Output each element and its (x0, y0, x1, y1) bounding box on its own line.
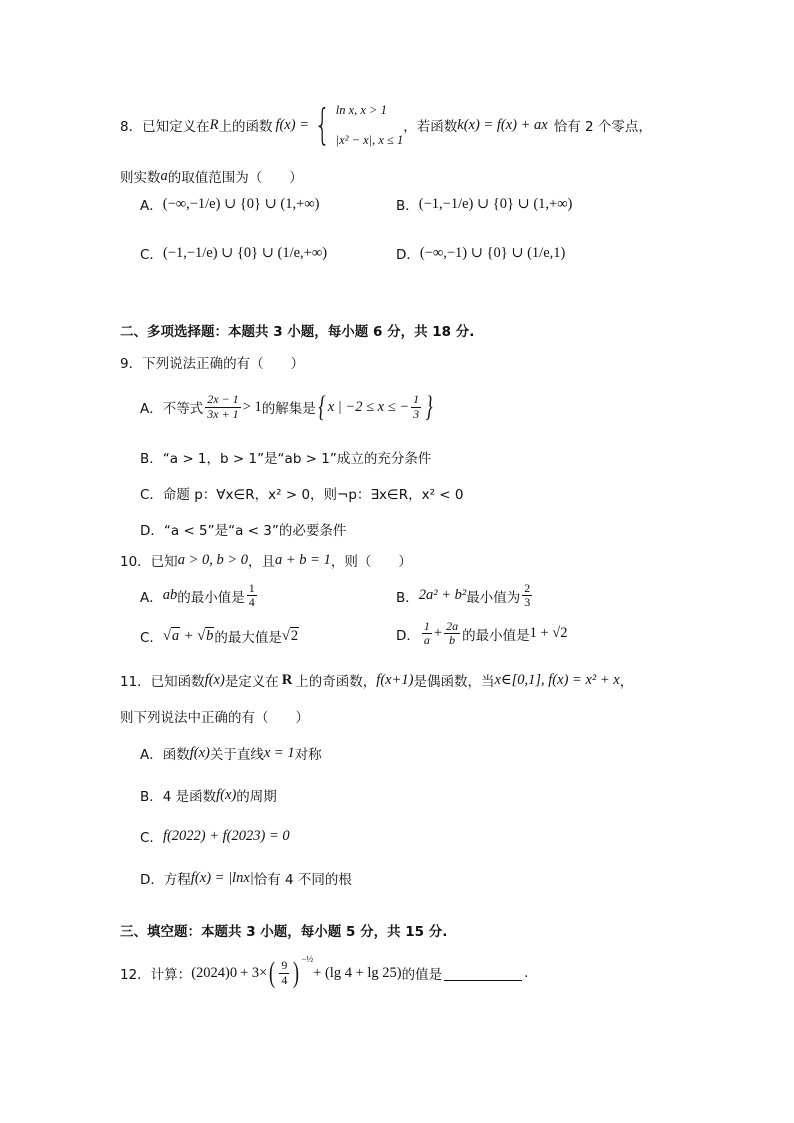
q8-option-d-label: D． (396, 247, 420, 263)
q11-option-a-text-d: 对称 (294, 747, 322, 763)
q8-text-a: 已知定义在 (142, 119, 210, 135)
section-3-heading (120, 920, 447, 940)
q8-line2: 则实数 (120, 170, 161, 186)
q9-option-d-text: D．“a < 5”是“a < 3”的必要条件 (140, 523, 347, 539)
q10-option-a[interactable] (140, 582, 259, 609)
q11-fx: f(x) (204, 671, 225, 688)
q9-stem-text: 9．下列说法正确的有（ ） (120, 356, 305, 372)
q8-number: 8． (120, 119, 143, 135)
q11-text-b: 是定义在 (224, 674, 279, 690)
q11-stem-line2 (120, 706, 309, 726)
q9-solution-set: { x | −2 ≤ x ≤ − $\frac{1}{3}$ } (318, 390, 433, 423)
q9-option-c[interactable] (140, 483, 463, 503)
q8-stem-line1 (120, 100, 652, 149)
q9-option-a[interactable] (140, 392, 435, 422)
q9-option-d[interactable] (140, 519, 346, 539)
q11-line2: 则下列说法中正确的有（ ） (120, 710, 309, 726)
q10-stem (120, 550, 412, 570)
q10-option-c-expr: √a + √b (162, 627, 214, 644)
q9-fraction: $\frac{2x - 1}{3x + 1}$ (207, 392, 239, 421)
q8-stem-line2 (120, 166, 303, 186)
q10-option-b-label: B． (396, 589, 419, 606)
q11-option-a-line: x = 1 (263, 744, 295, 761)
q8-text-d: 恰有 2 个零点， (553, 119, 652, 135)
q11-option-d[interactable] (140, 868, 352, 888)
q10-text-b: ，且 (248, 554, 276, 570)
q10-option-a-label: A． (140, 589, 163, 606)
q9-option-c-text: C．命题 p：∀x∈R，x² > 0，则¬p：∃x∈R，x² < 0 (140, 487, 464, 503)
q10-option-c[interactable] (140, 626, 299, 646)
q10-option-d[interactable]: D． $\frac{1}{a}$ + $\frac{2a}{b}$ 的最小值是 1 + √2 (396, 619, 568, 648)
q11-text-c: 上的奇函数， (295, 674, 377, 690)
q8-option-b-expr: (−1,−1/e) ∪ {0} ∪ (1,+∞) (418, 195, 573, 212)
q11-option-d-expr: f(x) = |lnx| (190, 869, 254, 886)
q8-a: a (160, 167, 168, 184)
q10-option-a-ab: ab (162, 587, 178, 604)
q11-R: R (281, 671, 293, 688)
q10-option-b-expr: 2a² + b² (418, 587, 467, 604)
q8-option-c[interactable] (140, 243, 327, 263)
q8-case2: |x² − x|, x ≤ 1 (335, 132, 404, 147)
q12-end: . (524, 965, 529, 981)
q12-tail: 的值是 (401, 967, 443, 983)
q8-option-b-label: B． (396, 198, 419, 214)
q10-option-d-value: 1 + √2 (529, 625, 568, 642)
q11-option-b[interactable] (140, 785, 277, 805)
q11-domain: x∈[0,1], f(x) = x² + x (494, 671, 620, 688)
q11-option-c-label: C． (140, 830, 163, 846)
q11-text-e: ， (619, 674, 634, 690)
q11-option-b-text-a: B．4 是函数 (140, 789, 217, 805)
q12-stem (120, 954, 529, 989)
q11-option-a[interactable] (140, 743, 322, 763)
q10-cond2: a + b = 1 (275, 551, 331, 568)
q11-stem-line1 (120, 670, 633, 690)
q10-option-b[interactable] (396, 582, 534, 609)
q8-R: R (209, 116, 219, 133)
q9-option-b[interactable] (140, 447, 431, 467)
q11-option-c-expr: f(2022) + f(2023) = 0 (162, 827, 290, 844)
q10-option-c-label: C． (140, 630, 163, 646)
q9-stem (120, 352, 304, 372)
section-2-heading (120, 320, 474, 340)
q9-option-a-text-a: A．不等式 (140, 401, 204, 417)
q10-text-a: 10．已知 (120, 554, 178, 570)
q10-cond: a > 0, b > 0 (177, 551, 249, 568)
q8-text-c: ，若函数 (403, 119, 458, 135)
q8-line2b: 的取值范围为（ ） (167, 170, 303, 186)
q11-fx1: f(x+1) (376, 671, 414, 688)
q8-brace: { (314, 100, 331, 149)
section-2-text: 二、多项选择题：本题共 3 小题，每小题 6 分，共 18 分. (120, 324, 475, 340)
q8-option-b[interactable] (396, 194, 572, 214)
q12-term3: + (lg 4 + lg 25) (313, 964, 402, 981)
q9-gt1: > 1 (242, 398, 262, 415)
q8-kx: k(x) = f(x) + ax (457, 116, 548, 133)
q8-text-b: 上的函数 (218, 119, 273, 135)
q10-option-c-value: √2 (281, 627, 299, 644)
q8-option-d-expr: (−∞,−1) ∪ {0} ∪ (1/e,1) (419, 244, 566, 261)
q10-text-c: ，则（ ） (330, 554, 412, 570)
q8-option-c-label: C． (140, 247, 163, 263)
q10-option-a-text: 的最小值是 (177, 589, 245, 606)
q11-text-a: 11．已知函数 (120, 674, 205, 690)
q8-option-a-label: A． (140, 198, 163, 214)
q10-option-b-frac: $\frac{2}{3}$ (524, 581, 531, 610)
q12-exp0: 0 (229, 964, 238, 981)
q8-option-a[interactable] (140, 194, 319, 214)
q12-term2: + 3× (240, 964, 268, 981)
q11-option-c[interactable] (140, 826, 290, 846)
q11-option-b-fx: f(x) (216, 786, 237, 803)
q8-case1: ln x, x > 1 (335, 103, 387, 117)
q12-text: 12．计算： (120, 967, 192, 983)
q10-option-d-frac1: $\frac{1}{a}$ (423, 619, 430, 648)
q8-option-d[interactable] (396, 243, 565, 263)
q10-option-d-label: D． (396, 627, 420, 644)
q10-option-d-text: 的最小值是 (462, 627, 530, 644)
q10-option-c-text: 的最大值是 (214, 630, 282, 646)
q11-option-a-text-a: A．函数 (140, 747, 190, 763)
q12-answer-blank[interactable] (444, 966, 522, 981)
q10-option-a-frac: $\frac{1}{4}$ (248, 581, 255, 610)
q11-option-d-text-b: 恰有 4 不同的根 (253, 872, 352, 888)
q11-option-b-text-b: 的周期 (236, 789, 277, 805)
q8-cases (336, 104, 404, 146)
q11-option-a-text-b: 关于直线 (209, 747, 264, 763)
q11-option-d-text-a: D．方程 (140, 872, 191, 888)
q8-option-c-expr: (−1,−1/e) ∪ {0} ∪ (1/e,+∞) (162, 244, 328, 261)
q12-term1: (2024) (191, 964, 230, 981)
q9-option-b-text: B．“a > 1，b > 1”是“ab > 1”成立的充分条件 (140, 451, 432, 467)
q10-option-d-frac2: $\frac{2a}{b}$ (446, 619, 459, 648)
section-3-text: 三、填空题：本题共 3 小题，每小题 5 分，共 15 分. (120, 924, 448, 940)
q10-option-b-text: 最小值为 (466, 589, 521, 606)
q11-text-d: 是偶函数，当 (413, 674, 495, 690)
q8-fx: f(x) = (275, 116, 309, 133)
q8-option-a-expr: (−∞,−1/e) ∪ {0} ∪ (1,+∞) (162, 195, 320, 212)
q11-option-a-fx: f(x) (189, 744, 210, 761)
q9-option-a-text-b: 的解集是 (261, 401, 316, 417)
q12-frac-group: ( $\frac{9}{4}$ ) $^{-\frac{1}{2}}$ (269, 954, 314, 989)
